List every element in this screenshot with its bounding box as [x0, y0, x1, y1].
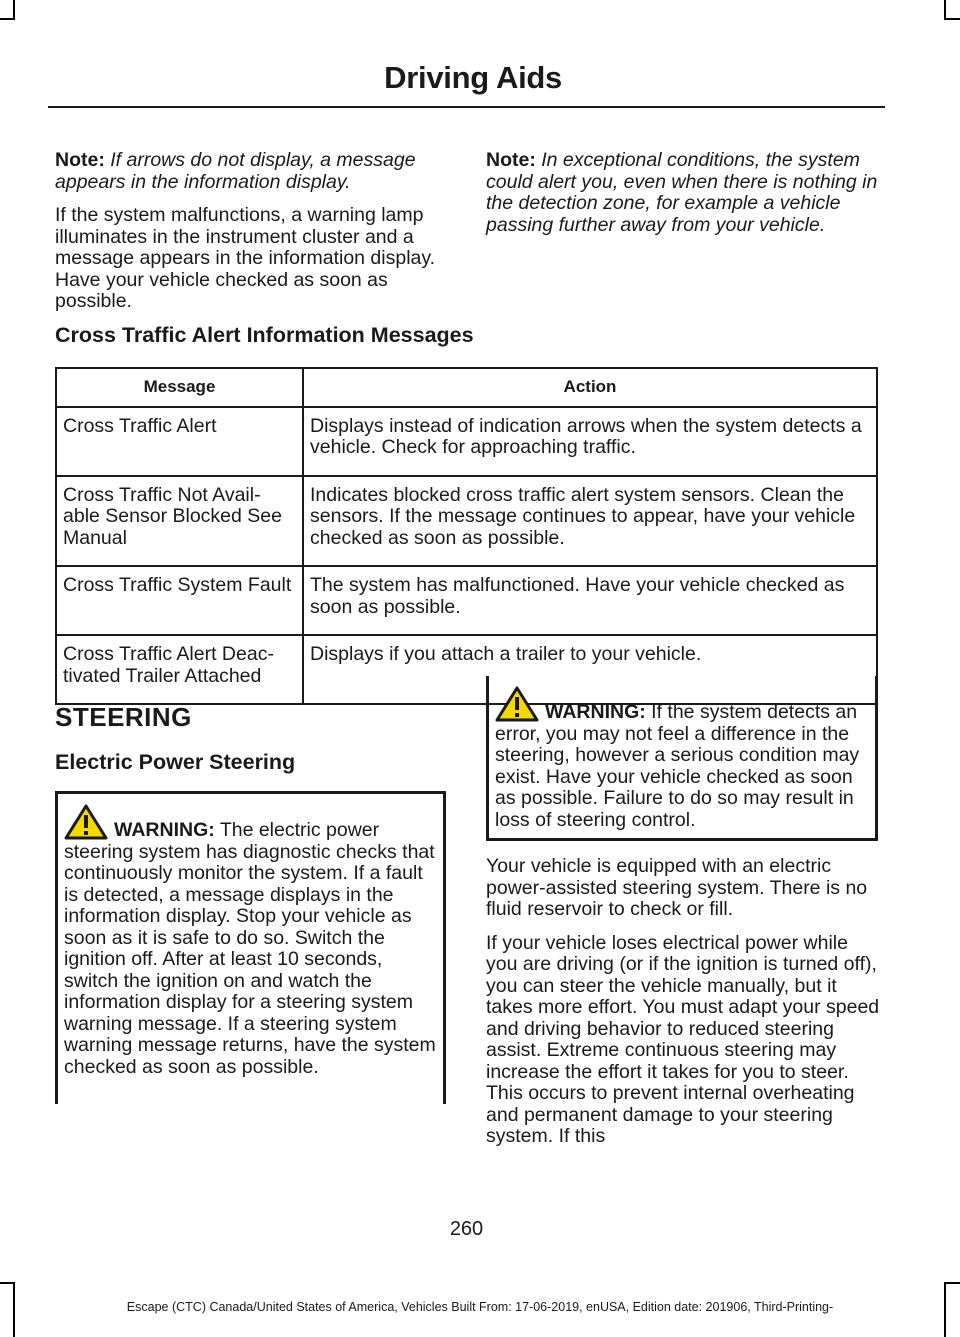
crop-mark: [944, 18, 960, 20]
note-paragraph: [486, 150, 881, 236]
steering-heading: STEERING: [55, 702, 192, 732]
action-cell: Indicates blocked cross traffic alert system sensors. Clean the sensors. If the message continues to appear, have your vehicle checked as soon as possible.: [303, 476, 877, 567]
warning-triangle-icon: [495, 686, 539, 722]
messages-table: [55, 367, 878, 705]
page-number: 260: [449, 1218, 484, 1240]
malfunction-paragraph: If the system malfunctions, a warning lamp illuminates in the instrument cluster and a message appears in the information display. Have your vehicle checked as soon as possible.: [55, 204, 436, 312]
message-cell: Cross Traffic Alert: [56, 407, 303, 476]
note-text: In exceptional conditions, the system could alert you, even when there is nothing in the detection zone, for example a vehicle passing further away from your vehicle.: [486, 149, 878, 236]
header-divider: [48, 106, 885, 108]
action-cell: The system has malfunctioned. Have your vehicle checked as soon as possible.: [303, 566, 877, 635]
crop-mark: [944, 1282, 960, 1284]
table-row: [56, 476, 877, 567]
action-cell: Displays if you attach a trailer to your vehicle.: [303, 635, 877, 704]
message-cell: Cross Traffic System Fault: [56, 566, 303, 635]
note-label: Note:: [486, 149, 536, 171]
electric-power-steering-heading: Electric Power Steering: [55, 750, 296, 774]
warning-triangle-icon: [64, 804, 108, 840]
warning-label: WARNING:: [545, 701, 646, 723]
crop-mark: [0, 1282, 15, 1284]
column-header-action: Action: [303, 368, 877, 407]
crop-mark: [13, 0, 15, 20]
crop-mark: [0, 18, 15, 20]
page-footer: Escape (CTC) Canada/United States of America, Vehicles Built From: 17-06-2019, enUSA, Edition date: 201906, Third-Printing-: [126, 1300, 834, 1314]
warning-text: If the system detects an error, you may not feel a difference in the steering, however a serious condition may exist. Have your vehicle checked as soon as possible. Failure to do so may result in loss of steering control.: [495, 701, 860, 831]
note-text: If arrows do not display, a message appears in the information display.: [55, 149, 416, 193]
warning-box: [486, 676, 878, 841]
crop-mark: [944, 0, 946, 20]
steering-paragraph: Your vehicle is equipped with an electric power-assisted steering system. There is no fluid reservoir to check or fill.: [486, 855, 868, 920]
section-heading: Cross Traffic Alert Information Messages: [55, 323, 474, 347]
right-column-steering-text: [486, 856, 881, 1160]
table-header-row: [56, 368, 877, 407]
warning-text: The electric power steering system has diagnostic checks that continuously monitor the system. If a fault is detected, a message displays in the information display. Stop your vehicle as soon as it is safe to do so. Switch the ignition off. After at least 10 seconds, switch the ignition on and watch the information display for a steering system warning message. If a steering system warning message returns, have the system checked as soon as possible.: [64, 819, 436, 1078]
left-column-intro: [55, 150, 450, 325]
warning-label: WARNING:: [114, 819, 215, 841]
page-header-title: Driving Aids: [384, 60, 562, 95]
column-header-message: Message: [56, 368, 303, 407]
message-cell: Cross Traffic Alert Deac-tivated Trailer Attached: [56, 635, 303, 704]
action-cell: Displays instead of indication arrows when the system detects a vehicle. Check for approaching traffic.: [303, 407, 877, 476]
note-label: Note:: [55, 149, 105, 171]
table-row: [56, 566, 877, 635]
warning-box: [55, 791, 446, 1104]
table-row: [56, 407, 877, 476]
message-cell: Cross Traffic Not Avail-able Sensor Blocked See Manual: [56, 476, 303, 567]
steering-paragraph: If your vehicle loses electrical power while you are driving (or if the ignition is turned off), you can steer the vehicle manually, but it takes more effort. You must adapt your speed and driving behavior to reduced steering assist. Extreme continuous steering may increase the effort it takes for you to steer. This occurs to prevent internal overheating and permanent damage to your steering system. If this: [486, 931, 880, 1147]
right-column-intro: [486, 150, 881, 248]
note-paragraph: [55, 150, 450, 193]
